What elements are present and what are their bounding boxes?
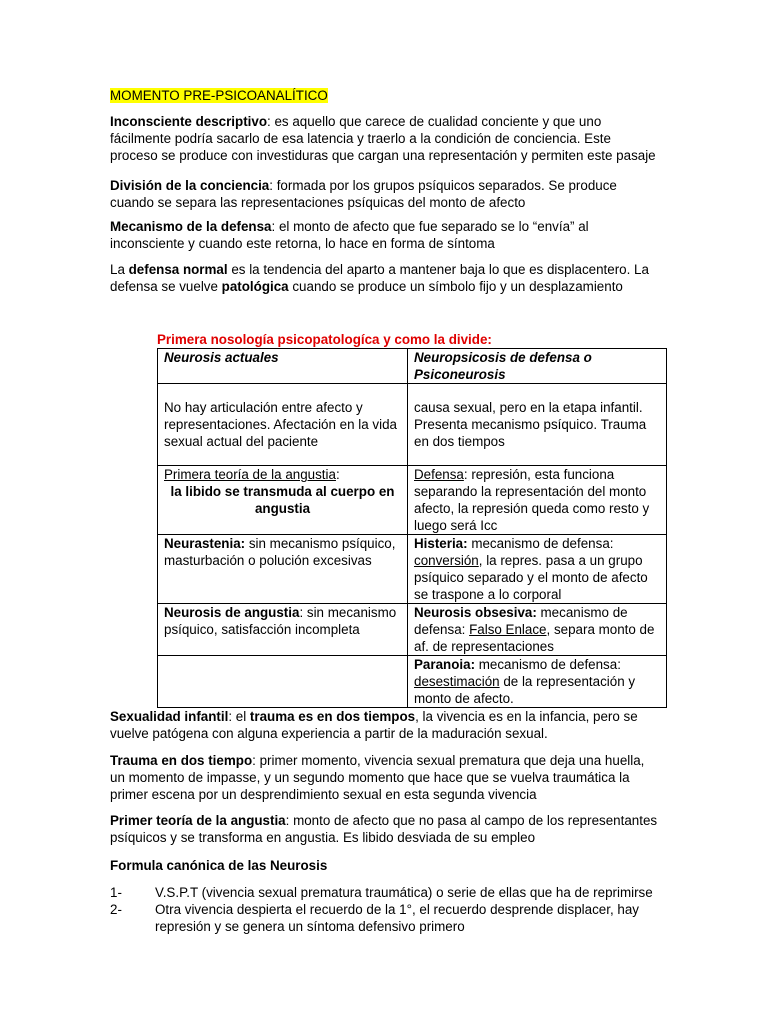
paragraph-trauma: Trauma en dos tiempo: primer momento, vivencia sexual prematura que deja una huella, un momento de impasse, y un segundo momento que hace que se vuelva traumática la primer escena por un desprendimiento sexual en esta segunda vivencia (110, 753, 645, 802)
table-cell: Histeria: mecanismo de defensa: conversión, la repres. pasa a un grupo psíquico separado y el monto de afecto se traspone a lo corporal (408, 535, 667, 604)
table-cell: Neurosis obsesiva: mecanismo de defensa: Falso Enlace, separa monto de af. de representaciones (408, 604, 667, 656)
table-title: Primera nosología psicopatologíca y como la divide: (157, 332, 492, 347)
paragraph-angustia: Primer teoría de la angustia: monto de afecto que no pasa al campo de los representantes psíquicos y se transforma en angustia. Es libido desviada de su empleo (110, 813, 658, 845)
table-cell: No hay articulación entre afecto y representaciones. Afectación en la vida sexual actual del paciente (158, 384, 408, 466)
paragraph-defensa: La defensa normal es la tendencia del aparto a mantener baja lo que es displacentero. La defensa se vuelve patológica cuando se produce un símbolo fijo y un desplazamiento (110, 262, 649, 294)
subheading-formula: Formula canónica de las Neurosis (110, 858, 328, 873)
table-cell (158, 656, 408, 708)
paragraph-inconsciente: Inconsciente descriptivo: es aquello que carece de cualidad conciente y que uno fácilmente podría sacarlo de esa latencia y traerlo a la condición de conciencia. Este proceso se produce con investiduras que cargan una representación y permiten este pasaje (110, 114, 656, 163)
list-item: 2- Otra vivencia despierta el recuerdo de la 1°, el recuerdo desprende displacer, hay represión y se genera un síntoma defensivo primero (110, 902, 639, 934)
paragraph-sexualidad: Sexualidad infantil: el trauma es en dos tiempos, la vivencia es en la infancia, pero se vuelve patógena con alguna experiencia a partir de la maduración sexual. (110, 709, 638, 741)
column-header-psiconeurosis: Neuropsicosis de defensa o Psiconeurosis (408, 349, 667, 384)
list-item: 1- V.S.P.T (vivencia sexual prematura traumática) o serie de ellas que ha de reprimirse (110, 885, 653, 900)
table-cell: Paranoia: mecanismo de defensa: desestimación de la representación y monto de afecto. (408, 656, 667, 708)
section-heading: MOMENTO PRE-PSICOANALÍTICO (110, 88, 328, 103)
column-header-actuales: Neurosis actuales (158, 349, 408, 384)
nosology-table (157, 348, 667, 708)
paragraph-division: División de la conciencia: formada por los grupos psíquicos separados. Se produce cuando se separa las representaciones psíquicas del monto de afecto (110, 178, 617, 210)
table-cell: causa sexual, pero en la etapa infantil. Presenta mecanismo psíquico. Trauma en dos tiempos (408, 384, 667, 466)
table-cell: Neurosis de angustia: sin mecanismo psíquico, satisfacción incompleta (158, 604, 408, 656)
table-cell: Neurastenia: sin mecanismo psíquico, masturbación o polución excesivas (158, 535, 408, 604)
table-cell: Primera teoría de la angustia: la libido se transmuda al cuerpo en angustia (158, 466, 408, 535)
table-cell: Defensa: represión, esta funciona separando la representación del monto afecto, la represión queda como resto y luego será Icc (408, 466, 667, 535)
paragraph-mecanismo: Mecanismo de la defensa: el monto de afecto que fue separado se lo “envía” al inconsciente y cuando este retorna, lo hace en forma de síntoma (110, 219, 589, 251)
canonical-formula-list (110, 884, 658, 935)
